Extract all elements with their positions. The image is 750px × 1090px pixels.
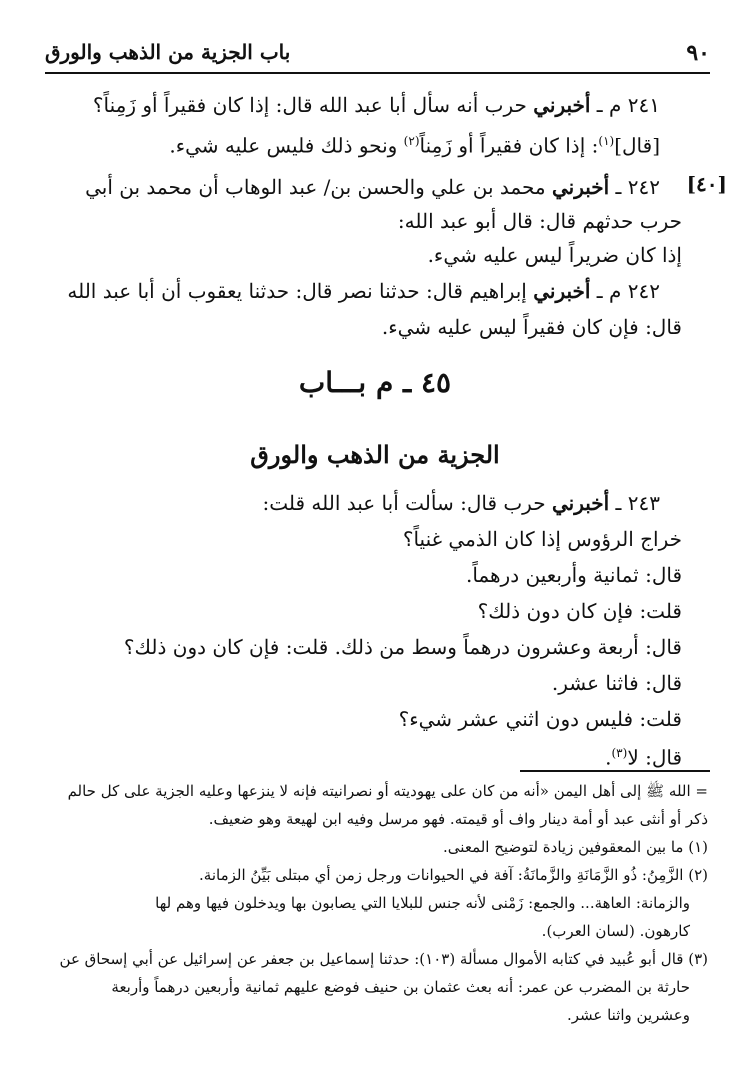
dialogue-line: قال: لا$^{(٣)}$. xyxy=(605,745,682,770)
footnote-line: (١) ما بين المعقوفين زيادة لتوضيح المعنى. xyxy=(443,838,708,856)
hadith-242: ٢٤٢ ـ أخبرني محمد بن علي والحسن بن/ عبد الوهاب أن محمد بن أبي xyxy=(85,175,660,199)
running-title: باب الجزية من الذهب والورق xyxy=(45,40,291,64)
footnote-line: (٣) قال أبو عُبيد في كتابه الأموال مسألة (١٠٣): حدثنا إسماعيل بن جعفر عن إسرائيل عن أبي إسحاق عن xyxy=(59,950,708,968)
footnote-line: كارهون. (لسان العرب). xyxy=(541,922,690,940)
hadith-242-cont-2: إذا كان ضريراً ليس عليه شيء. xyxy=(427,243,682,267)
footnote-line: = الله ﷺ إلى أهل اليمن «أنه من كان على يهوديته أو نصرانيته فإنه لا ينزعها وعليه الجزية على كل حالم xyxy=(67,782,708,800)
dialogue-line: قال: فاثنا عشر. xyxy=(551,671,682,695)
running-header xyxy=(45,38,710,74)
footnote-line: وعشرين واثنا عشر. xyxy=(566,1006,690,1024)
footnote-line: (٢) الزَّمِنُ: ذُو الزَّمَانَةِ والزَّمانَةُ: آفة في الحيوانات ورجل زمن أي مبتلى بَيِّنُ الزمانة. xyxy=(199,866,708,884)
hadith-241m-cont: [قال]$^{(١)}$: إذا كان فقيراً أو زَمِناً$^{(٢)}$ ونحو ذلك فليس عليه شيء. xyxy=(169,133,660,158)
hadith-241m: ٢٤١ م ـ أخبرني حرب أنه سأل أبا عبد الله قال: إذا كان فقيراً أو زَمِناً؟ xyxy=(92,93,660,117)
margin-reference: [٤٠] xyxy=(686,172,727,196)
dialogue-line: قلت: فإن كان دون ذلك؟ xyxy=(477,599,682,623)
footnote-line: ذكر أو أنثى عبد أو أمة دينار واف أو قيمته. فهو مرسل وفيه ابن لهيعة وهو ضعيف. xyxy=(208,810,708,828)
page-number: ٩٠ xyxy=(686,40,710,66)
dialogue-line: قلت: فليس دون اثني عشر شيء؟ xyxy=(398,707,682,731)
hadith-243: ٢٤٣ ـ أخبرني حرب قال: سألت أبا عبد الله قلت: xyxy=(262,491,660,515)
dialogue-line: خراج الرؤوس إذا كان الذمي غنياً؟ xyxy=(402,527,682,551)
hadith-242-cont-1: حرب حدثهم قال: قال أبو عبد الله: xyxy=(397,209,682,233)
footnote-line: والزمانة: العاهة... والجمع: زَمْنى لأنه جنس للبلايا التي يصابون بها ويدخلون فيها وهم لها xyxy=(155,894,690,912)
hadith-242m: ٢٤٢ م ـ أخبرني إبراهيم قال: حدثنا نصر قال: حدثنا يعقوب أن أبا عبد الله xyxy=(67,279,660,303)
chapter-number-heading: ٤٥ ـ م بـــاب xyxy=(298,366,452,399)
footnote-line: حارثة بن المضرب عن عمر: أنه بعث عثمان بن حنيف فوضع عليهم ثمانية وأربعين درهماً وأربعة xyxy=(111,978,690,996)
hadith-242m-cont: قال: فإن كان فقيراً ليس عليه شيء. xyxy=(381,315,682,339)
footnote-separator xyxy=(520,770,710,772)
chapter-title: الجزية من الذهب والورق xyxy=(250,440,500,469)
dialogue-line: قال: ثمانية وأربعين درهماً. xyxy=(465,563,682,587)
dialogue-line: قال: أربعة وعشرون درهماً وسط من ذلك. قلت: فإن كان دون ذلك؟ xyxy=(123,635,682,659)
